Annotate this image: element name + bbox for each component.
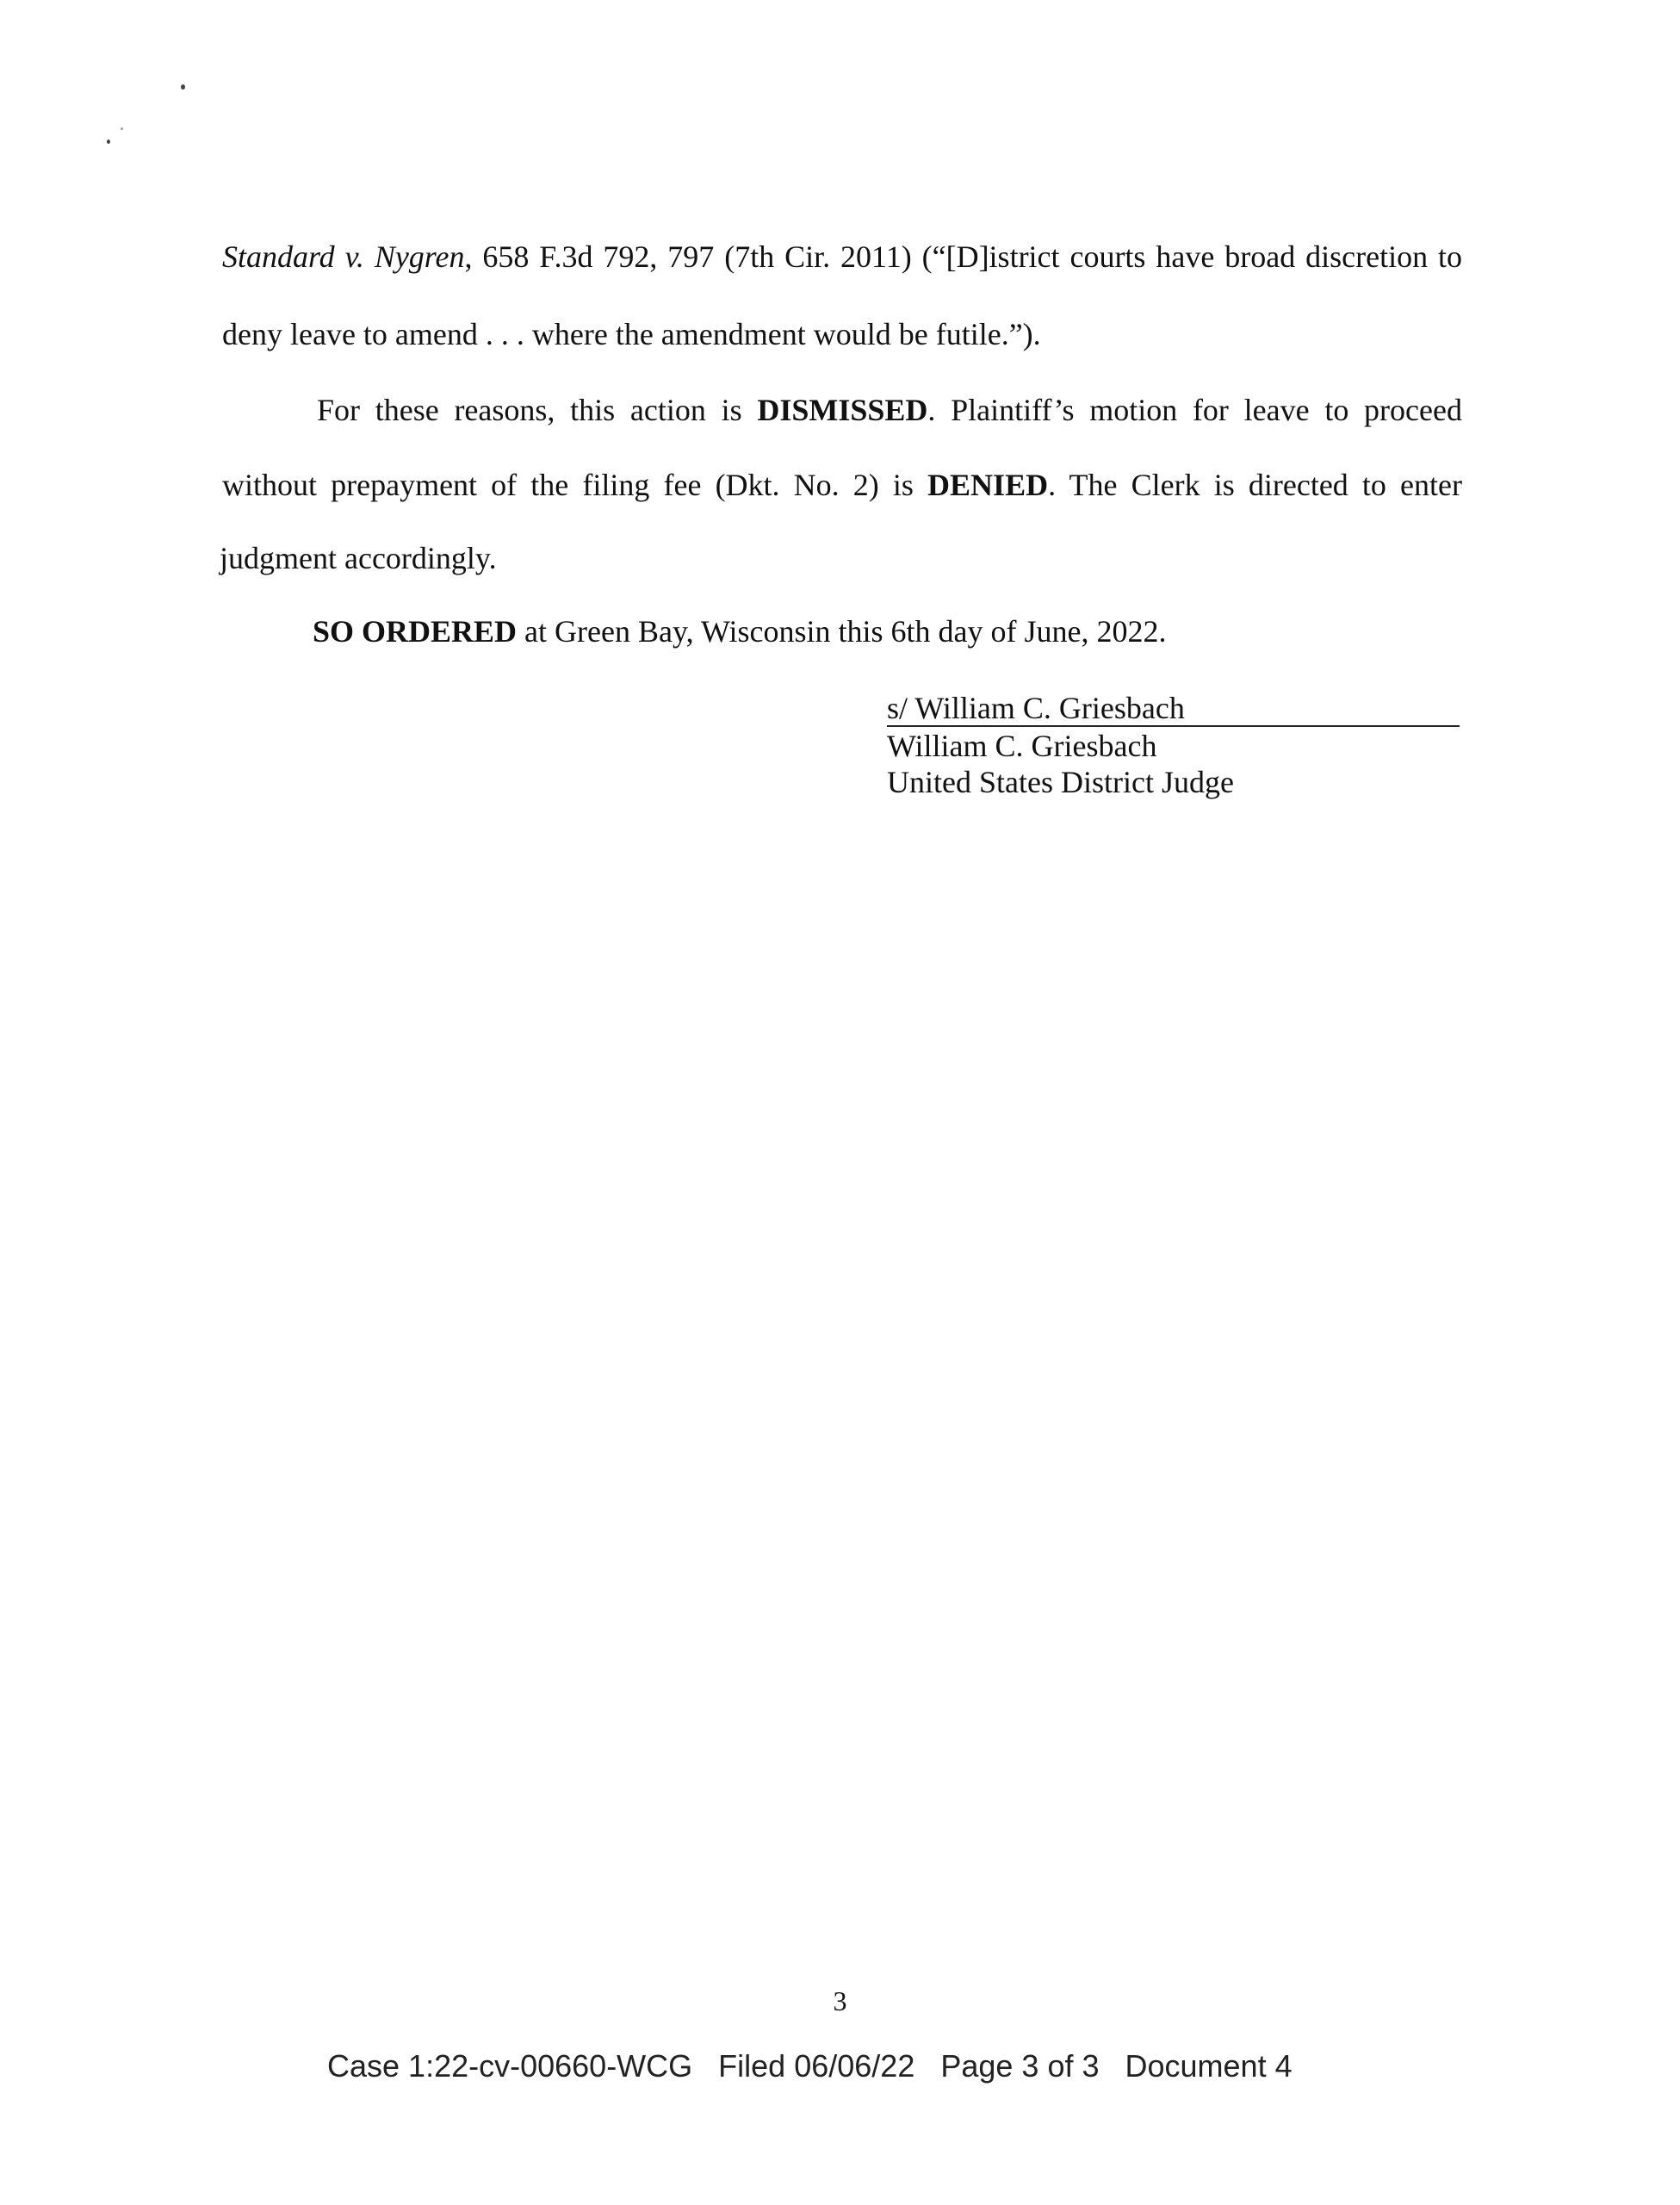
body-line-3 (317, 394, 1462, 425)
body-line-1 (222, 241, 1462, 272)
body-line-2 (222, 319, 1041, 350)
filing-footer (327, 2048, 1293, 2084)
order-line (313, 616, 1166, 647)
footer-filed: Filed 06/06/22 (718, 2048, 915, 2084)
signature-line (887, 725, 1460, 727)
para-text: For these reasons, this action is (317, 393, 758, 427)
case-citation: Standard v. Nygren (222, 239, 465, 274)
signature-title: United States District Judge (887, 765, 1234, 799)
footer-page: Page 3 of 3 (940, 2048, 1100, 2084)
para-text: without prepayment of the filing fee (Dkt. No. 2) is (222, 468, 928, 502)
dismissed-emphasis: DISMISSED (757, 393, 928, 427)
scan-speck (121, 127, 123, 130)
citation-text: , 658 F.3d 792, 797 (7th Cir. 2011) (“[D]istrict courts have broad discretion to (464, 239, 1463, 274)
order-text: at Green Bay, Wisconsin this 6th day of June, 2022. (517, 614, 1167, 649)
denied-emphasis: DENIED (927, 468, 1049, 502)
body-line-4 (222, 469, 1462, 500)
signature-name: William C. Griesbach (887, 729, 1157, 763)
para-text: . Plaintiff’s motion for leave to proceed (927, 393, 1462, 427)
scan-speck (181, 84, 185, 90)
footer-document: Document 4 (1125, 2048, 1293, 2084)
page-number: 3 (833, 1985, 847, 2016)
citation-continuation: deny leave to amend . . . where the amendment would be futile.”). (222, 317, 1041, 351)
signature-electronic: s/ William C. Griesbach (887, 691, 1185, 725)
para-text: . The Clerk is directed to enter (1048, 468, 1462, 502)
footer-case: Case 1:22-cv-00660-WCG (327, 2048, 693, 2084)
para-text: judgment accordingly. (220, 541, 497, 575)
so-ordered-emphasis: SO ORDERED (313, 614, 518, 649)
scan-speck (107, 140, 110, 144)
body-line-5 (220, 543, 497, 574)
